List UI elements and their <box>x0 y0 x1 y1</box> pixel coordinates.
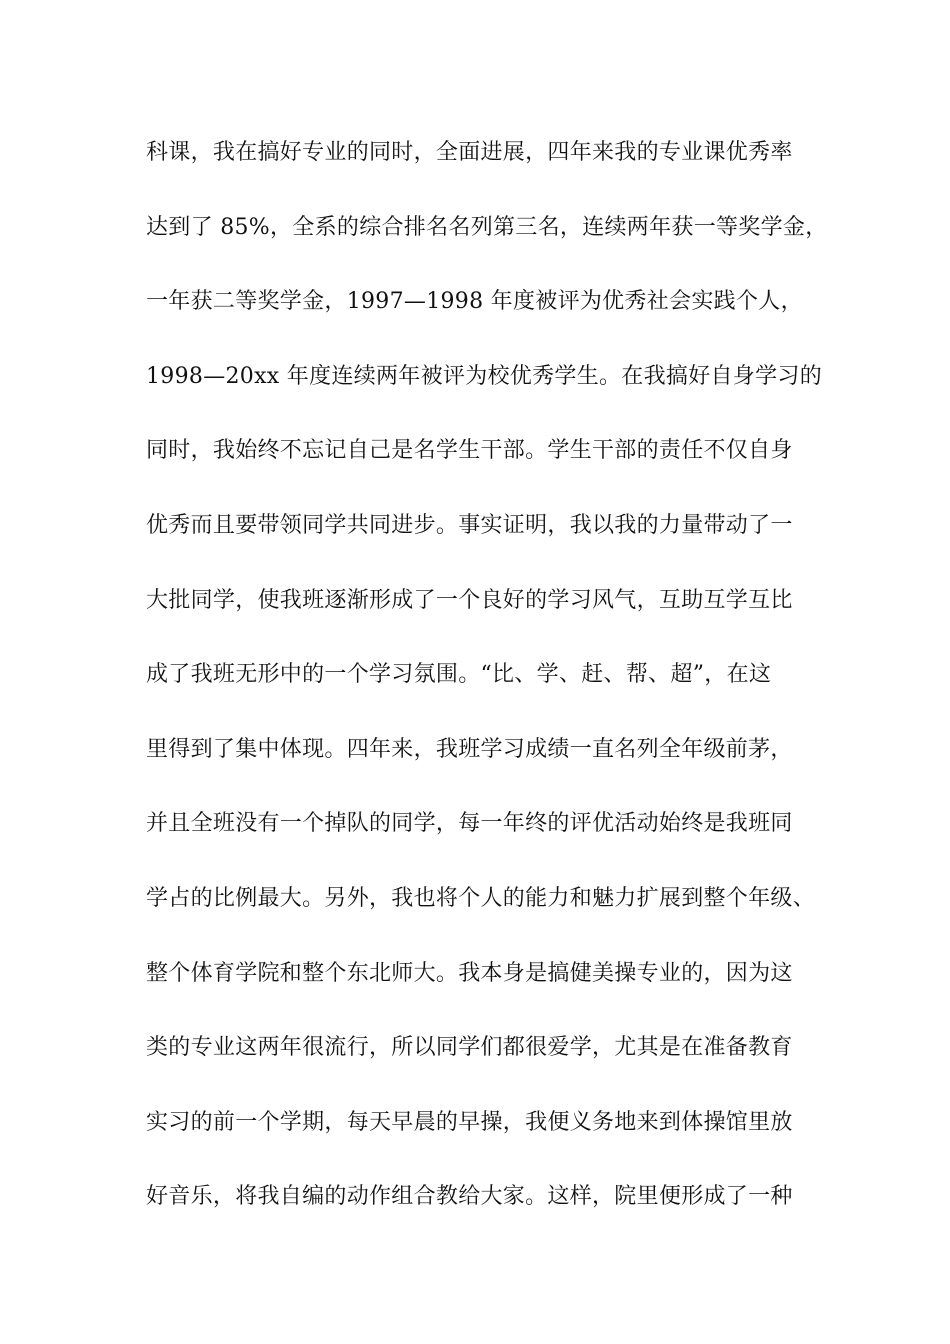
text-line-11: 学占的比例最大。另外，我也将个人的能力和魅力扩展到整个年级、 <box>146 885 816 911</box>
text-line-10: 并且全班没有一个掉队的同学，每一年终的评优活动始终是我班同 <box>146 811 793 837</box>
text-line-3: 一年获二等奖学金，1997—1998 年度被评为优秀社会实践个人， <box>146 289 803 315</box>
text-line-4: 1998—20xx 年度连续两年被评为校优秀学生。在我搞好自身学习的 <box>146 363 822 389</box>
text-line-14: 实习的前一个学期，每天早晨的早操，我便义务地来到体操馆里放 <box>146 1109 793 1135</box>
text-line-6: 优秀而且要带领同学共同进步。事实证明，我以我的力量带动了一 <box>146 512 793 538</box>
text-line-8: 成了我班无形中的一个学习氛围。“比、学、赶、帮、超”，在这 <box>146 662 772 688</box>
text-line-15: 好音乐，将我自编的动作组合教给大家。这样，院里便形成了一种 <box>146 1184 793 1210</box>
text-line-9: 里得到了集中体现。四年来，我班学习成绩一直名列全年级前茅， <box>146 736 793 762</box>
text-line-1: 科课，我在搞好专业的同时，全面进展，四年来我的专业课优秀率 <box>146 140 793 165</box>
text-line-5: 同时，我始终不忘记自己是名学生干部。学生干部的责任不仅自身 <box>146 438 793 464</box>
body-text <box>146 131 826 1250</box>
text-line-13: 类的专业这两年很流行，所以同学们都很爱学，尤其是在准备教育 <box>146 1035 793 1061</box>
text-line-7: 大批同学，使我班逐渐形成了一个良好的学习风气，互助互学互比 <box>146 587 793 613</box>
text-line-2: 达到了 85%，全系的综合排名名列第三名，连续两年获一等奖学金， <box>146 214 828 240</box>
text-line-12: 整个体育学院和整个东北师大。我本身是搞健美操专业的，因为这 <box>146 960 793 986</box>
